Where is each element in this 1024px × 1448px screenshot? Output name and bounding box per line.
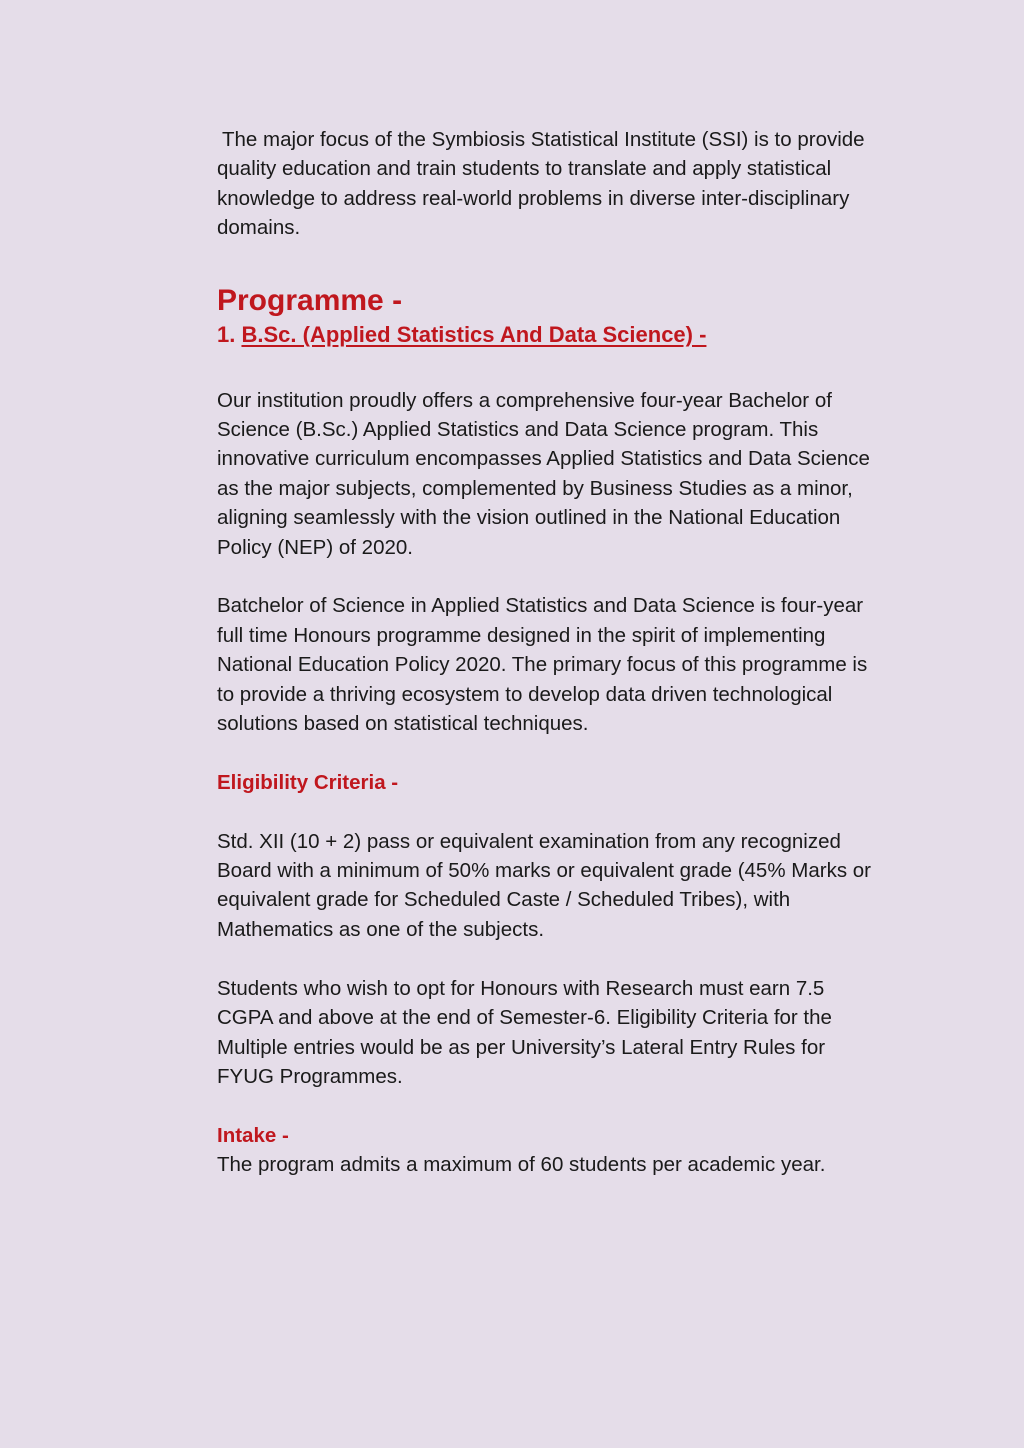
document-content [217, 125, 882, 1180]
programme-subheading [217, 320, 882, 350]
programme-focus-paragraph: Batchelor of Science in Applied Statistics and Data Science is four-year full time Honours programme designed in the spirit of implementing National Education Policy 2020. The primary focus of this programme is to provide a thriving ecosystem to develop data driven technological solutions based on statistical techniques. [217, 594, 868, 736]
eligibility-heading: Eligibility Criteria - [217, 770, 399, 794]
programme-title-link[interactable]: B.Sc. (Applied Statistics And Data Science) - [241, 321, 707, 347]
eligibility-requirements: Std. XII (10 + 2) pass or equivalent examination from any recognized Board with a minimum of 50% marks or equivalent grade (45% Marks or equivalent grade for Scheduled Caste / Scheduled Tribes), with Mathematics as one of the subjects. [217, 829, 871, 941]
programme-description: Our institution proudly offers a comprehensive four-year Bachelor of Science (B.Sc.) Applied Statistics and Data Science program. This innovative curriculum encompasses Applied Statistics and Data Science as the major subjects, complemented by Business Studies as a minor, aligning seamlessly with the vision outlined in the National Education Policy (NEP) of 2020. [217, 388, 870, 559]
intake-heading: Intake - [217, 1123, 289, 1147]
programme-heading: Programme - [217, 283, 403, 317]
eligibility-honours-research: Students who wish to opt for Honours with Research must earn 7.5 CGPA and above at the end of Semester-6. Eligibility Criteria for the Multiple entries would be as per University’s Lateral Entry Rules for FYUG Programmes. [217, 976, 832, 1088]
intro-paragraph: The major focus of the Symbiosis Statistical Institute (SSI) is to provide quality education and train students to translate and apply statistical knowledge to address real-world problems in diverse inter-disciplinary domains. [217, 128, 865, 240]
programme-number: 1. [217, 321, 242, 347]
intake-text: The program admits a maximum of 60 students per academic year. [217, 1153, 826, 1177]
